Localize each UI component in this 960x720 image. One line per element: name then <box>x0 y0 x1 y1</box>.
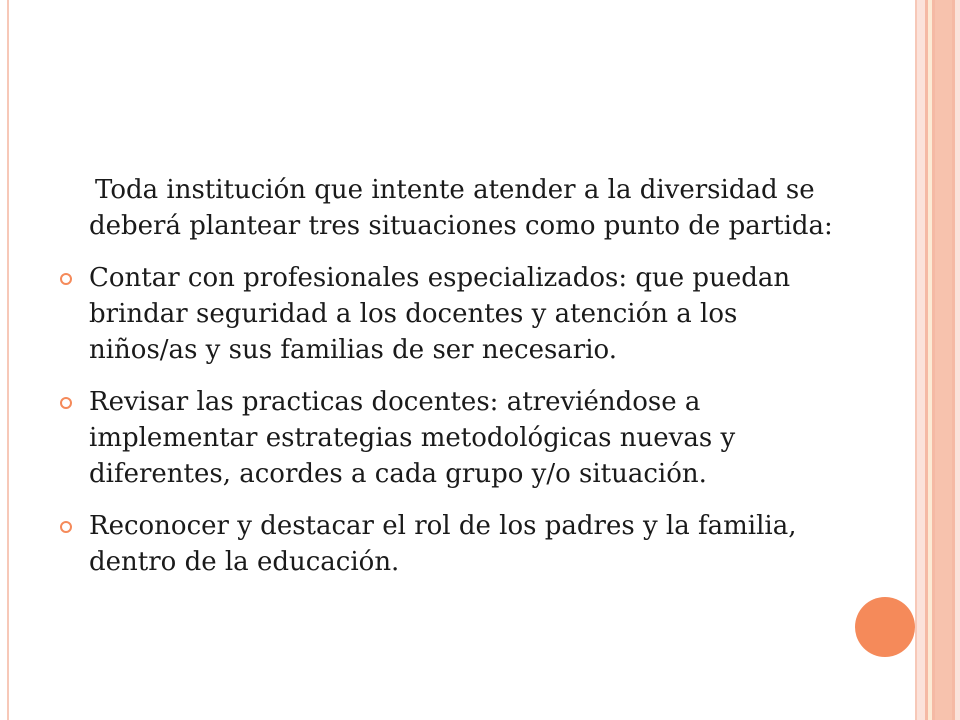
bullet-text: Contar con profesionales especializados: que puedan brindar seguridad a los docentes y atención a los niños/as y sus familias de ser necesario. <box>89 263 791 365</box>
bullet-circle-icon <box>60 397 72 409</box>
bullet-text: Revisar las practicas docentes: atreviéndose a implementar estrategias metodológicas nuevas y diferentes, acordes a cada grupo y/o situación. <box>89 387 736 489</box>
stripe-band <box>917 0 925 720</box>
accent-circle <box>855 597 915 657</box>
list-item <box>60 384 840 492</box>
bullet-circle-icon <box>60 521 72 533</box>
list-item <box>60 508 840 580</box>
bullet-list <box>60 260 840 580</box>
list-item <box>60 260 840 368</box>
slide-body <box>60 172 840 596</box>
stripe-band <box>955 0 960 720</box>
intro-paragraph: Toda institución que intente atender a la diversidad se deberá plantear tres situaciones como punto de partida: <box>89 175 833 241</box>
stripe-band <box>935 0 952 720</box>
bullet-text: Reconocer y destacar el rol de los padres y la familia, dentro de la educación. <box>89 511 797 577</box>
bullet-circle-icon <box>60 273 72 285</box>
